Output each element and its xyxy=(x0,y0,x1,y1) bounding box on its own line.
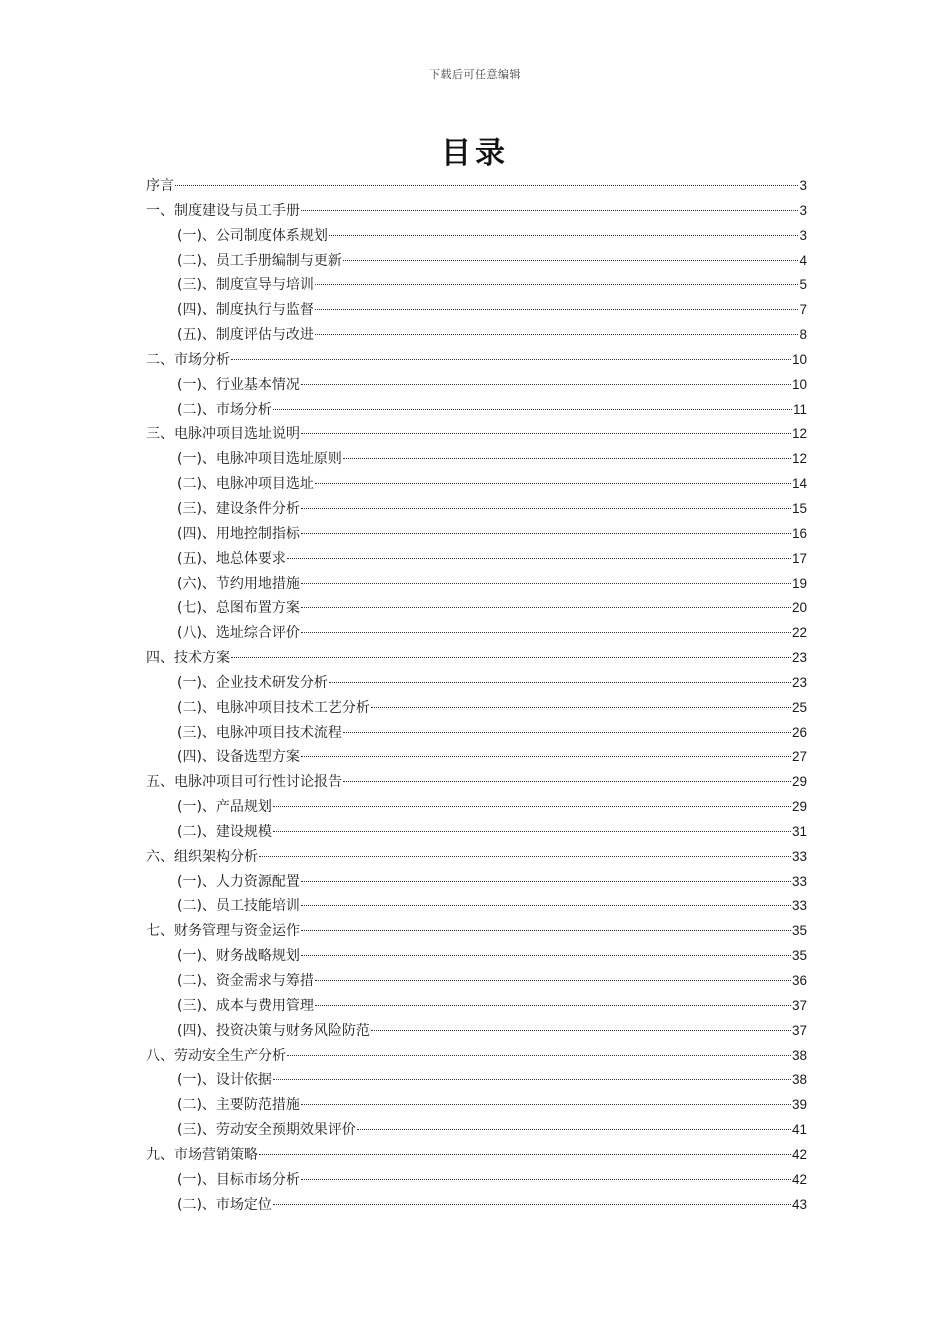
toc-entry-page-number: 33 xyxy=(791,848,807,864)
toc-section-entry[interactable] xyxy=(146,522,807,547)
toc-entry-label: (三)、建设条件分析 xyxy=(177,500,300,517)
toc-section-entry[interactable] xyxy=(146,1118,807,1143)
toc-section-entry[interactable] xyxy=(146,820,807,845)
toc-entry-page-number: 22 xyxy=(791,625,807,641)
toc-section-entry[interactable] xyxy=(146,1168,807,1193)
toc-entry-label: (二)、员工手册编制与更新 xyxy=(177,252,342,269)
toc-entry-page-number: 3 xyxy=(799,178,807,193)
toc-section-entry[interactable] xyxy=(146,745,807,770)
toc-entry-page-number: 11 xyxy=(792,401,807,417)
toc-entry-label: (四)、设备选型方案 xyxy=(177,749,300,766)
toc-dot-leader xyxy=(357,1129,791,1130)
toc-entry-label: 序言 xyxy=(146,178,174,194)
toc-entry-page-number: 25 xyxy=(791,699,807,715)
table-of-contents xyxy=(146,174,807,1217)
toc-entry-label: (一)、产品规划 xyxy=(177,799,272,816)
page-header-note: 下载后可任意编辑 xyxy=(429,68,521,81)
toc-entry-label: (四)、制度执行与监督 xyxy=(177,302,314,319)
toc-dot-leader xyxy=(231,657,791,658)
toc-dot-leader xyxy=(343,781,791,782)
toc-entry-page-number: 41 xyxy=(791,1122,807,1138)
toc-entry-label: 二、市场分析 xyxy=(146,351,230,368)
toc-dot-leader xyxy=(301,533,791,534)
toc-section-entry[interactable] xyxy=(146,596,807,621)
toc-section-entry[interactable] xyxy=(146,497,807,522)
toc-entry-label: (二)、市场定位 xyxy=(177,1196,272,1213)
toc-entry-label: (二)、建设规模 xyxy=(177,823,272,840)
toc-dot-leader xyxy=(259,1154,791,1155)
toc-entry-page-number: 39 xyxy=(791,1097,807,1113)
toc-section-entry[interactable] xyxy=(146,1093,807,1118)
toc-entry-label: (三)、电脉冲项目技术流程 xyxy=(177,724,342,741)
toc-entry-page-number: 43 xyxy=(791,1196,807,1212)
toc-dot-leader xyxy=(301,955,791,956)
toc-dot-leader xyxy=(231,359,791,360)
toc-dot-leader xyxy=(175,185,798,186)
toc-dot-leader xyxy=(301,1104,791,1105)
toc-dot-leader xyxy=(371,707,791,708)
toc-chapter-entry[interactable] xyxy=(146,845,807,870)
toc-dot-leader xyxy=(301,583,791,584)
toc-entry-page-number: 14 xyxy=(791,476,807,492)
toc-section-entry[interactable] xyxy=(146,447,807,472)
toc-dot-leader xyxy=(301,1179,791,1180)
toc-entry-label: 七、财务管理与资金运作 xyxy=(146,923,300,940)
toc-entry-label: (三)、制度宣导与培训 xyxy=(177,277,314,294)
toc-section-entry[interactable] xyxy=(146,621,807,646)
toc-section-entry[interactable] xyxy=(146,547,807,572)
toc-section-entry[interactable] xyxy=(146,1019,807,1044)
toc-dot-leader xyxy=(287,558,791,559)
toc-section-entry[interactable] xyxy=(146,696,807,721)
toc-dot-leader xyxy=(259,856,791,857)
toc-section-entry[interactable] xyxy=(146,249,807,274)
toc-entry-page-number: 20 xyxy=(791,600,807,616)
toc-dot-leader xyxy=(315,284,799,285)
toc-entry-page-number: 12 xyxy=(791,451,807,467)
toc-dot-leader xyxy=(301,632,791,633)
toc-entry-page-number: 35 xyxy=(791,948,807,964)
toc-entry-page-number: 10 xyxy=(791,376,807,392)
toc-dot-leader xyxy=(315,309,799,310)
toc-entry-page-number: 7 xyxy=(799,302,807,318)
toc-entry-label: 四、技术方案 xyxy=(146,650,230,667)
toc-entry-page-number: 4 xyxy=(799,252,807,268)
toc-section-entry[interactable] xyxy=(146,1068,807,1093)
toc-entry-page-number: 31 xyxy=(791,823,807,839)
toc-entry-label: (二)、电脉冲项目选址 xyxy=(177,476,314,493)
toc-entry-label: (四)、投资决策与财务风险防范 xyxy=(177,1022,370,1039)
toc-entry-label: (六)、节约用地措施 xyxy=(177,575,300,592)
toc-entry-page-number: 36 xyxy=(791,973,807,988)
toc-dot-leader xyxy=(329,682,791,683)
toc-chapter-entry[interactable] xyxy=(146,199,807,224)
toc-entry-page-number: 38 xyxy=(791,1047,807,1063)
toc-entry-label: 三、电脉冲项目选址说明 xyxy=(146,426,300,443)
toc-entry-label: (一)、公司制度体系规划 xyxy=(177,227,328,244)
toc-entry-label: (八)、选址综合评价 xyxy=(177,625,300,642)
toc-chapter-entry[interactable] xyxy=(146,348,807,373)
toc-entry-label: 一、制度建设与员工手册 xyxy=(146,202,300,219)
toc-entry-label: (一)、目标市场分析 xyxy=(177,1171,300,1188)
toc-dot-leader xyxy=(329,235,799,236)
toc-dot-leader xyxy=(315,483,791,484)
toc-entry-label: (二)、主要防范措施 xyxy=(177,1097,300,1114)
toc-dot-leader xyxy=(315,980,791,981)
toc-entry-page-number: 42 xyxy=(791,1171,807,1187)
toc-dot-leader xyxy=(315,334,799,335)
toc-entry-label: (一)、财务战略规划 xyxy=(177,948,300,965)
toc-section-entry[interactable] xyxy=(146,1193,807,1218)
toc-dot-leader xyxy=(301,756,791,757)
toc-section-entry[interactable] xyxy=(146,273,807,298)
toc-entry-label: (一)、电脉冲项目选址原则 xyxy=(177,451,342,468)
toc-dot-leader xyxy=(301,607,791,608)
toc-dot-leader xyxy=(273,831,791,832)
toc-entry-label: 九、市场营销策略 xyxy=(146,1146,258,1163)
toc-section-entry[interactable] xyxy=(146,994,807,1019)
toc-dot-leader xyxy=(301,881,791,882)
toc-section-entry[interactable] xyxy=(146,944,807,969)
toc-section-entry[interactable] xyxy=(146,572,807,597)
toc-entry-page-number: 38 xyxy=(791,1072,807,1088)
toc-entry-label: (一)、设计依据 xyxy=(177,1072,272,1089)
toc-section-entry[interactable] xyxy=(146,870,807,895)
toc-chapter-entry[interactable] xyxy=(146,919,807,944)
toc-entry-label: (七)、总图布置方案 xyxy=(177,600,300,617)
toc-section-entry[interactable] xyxy=(146,398,807,423)
toc-title: 目录 xyxy=(441,136,509,171)
toc-dot-leader xyxy=(301,384,791,385)
toc-entry-page-number: 35 xyxy=(791,923,807,939)
toc-section-entry[interactable] xyxy=(146,472,807,497)
toc-entry-page-number: 5 xyxy=(799,277,807,293)
toc-entry-page-number: 29 xyxy=(791,799,807,815)
toc-entry-label: (二)、市场分析 xyxy=(177,401,272,418)
toc-entry-label: 八、劳动安全生产分析 xyxy=(146,1047,286,1064)
toc-entry-page-number: 27 xyxy=(791,749,807,765)
toc-dot-leader xyxy=(273,1079,791,1080)
toc-section-entry[interactable] xyxy=(146,721,807,746)
toc-entry-page-number: 37 xyxy=(791,1022,807,1038)
toc-dot-leader xyxy=(343,260,799,261)
toc-entry-label: (五)、制度评估与改进 xyxy=(177,327,314,344)
toc-dot-leader xyxy=(315,1005,791,1006)
toc-entry-page-number: 33 xyxy=(791,873,807,889)
toc-entry-label: (一)、企业技术研发分析 xyxy=(177,674,328,691)
toc-entry-page-number: 42 xyxy=(791,1146,807,1162)
toc-section-entry[interactable] xyxy=(146,795,807,820)
toc-entry-label: (四)、用地控制指标 xyxy=(177,525,300,542)
toc-entry-page-number: 23 xyxy=(791,674,807,690)
toc-chapter-entry[interactable] xyxy=(146,770,807,795)
toc-entry-label: 五、电脉冲项目可行性讨论报告 xyxy=(146,774,342,791)
toc-section-entry[interactable] xyxy=(146,671,807,696)
toc-dot-leader xyxy=(343,732,791,733)
toc-dot-leader xyxy=(301,930,791,931)
toc-dot-leader xyxy=(273,806,791,807)
toc-entry-label: 六、组织架构分析 xyxy=(146,848,258,865)
toc-entry-label: (三)、成本与费用管理 xyxy=(177,997,314,1014)
toc-entry-page-number: 19 xyxy=(791,575,807,591)
toc-entry-label: (二)、资金需求与筹措 xyxy=(177,973,314,989)
toc-section-entry[interactable] xyxy=(146,894,807,919)
toc-entry-label: (一)、人力资源配置 xyxy=(177,873,300,890)
toc-dot-leader xyxy=(301,210,798,211)
toc-entry-page-number: 33 xyxy=(791,898,807,914)
toc-dot-leader xyxy=(343,458,791,459)
toc-entry-label: (五)、地总体要求 xyxy=(177,550,286,567)
toc-chapter-entry[interactable] xyxy=(146,174,807,199)
toc-entry-page-number: 23 xyxy=(791,650,807,666)
toc-entry-page-number: 3 xyxy=(799,202,807,218)
toc-entry-label: (三)、劳动安全预期效果评价 xyxy=(177,1122,356,1139)
toc-dot-leader xyxy=(273,1204,791,1205)
toc-entry-page-number: 17 xyxy=(791,550,807,566)
toc-entry-page-number: 26 xyxy=(791,724,807,740)
toc-section-entry[interactable] xyxy=(146,323,807,348)
toc-chapter-entry[interactable] xyxy=(146,1143,807,1168)
toc-entry-label: (一)、行业基本情况 xyxy=(177,376,300,393)
toc-chapter-entry[interactable] xyxy=(146,646,807,671)
toc-section-entry[interactable] xyxy=(146,298,807,323)
toc-dot-leader xyxy=(273,409,792,410)
toc-entry-page-number: 37 xyxy=(791,997,807,1013)
toc-section-entry[interactable] xyxy=(146,373,807,398)
toc-entry-page-number: 16 xyxy=(791,525,807,541)
toc-chapter-entry[interactable] xyxy=(146,1044,807,1069)
toc-chapter-entry[interactable] xyxy=(146,422,807,447)
toc-dot-leader xyxy=(301,508,791,509)
toc-entry-page-number: 12 xyxy=(791,426,807,442)
toc-dot-leader xyxy=(301,433,791,434)
toc-entry-page-number: 3 xyxy=(799,227,807,243)
toc-entry-label: (二)、员工技能培训 xyxy=(177,898,300,915)
toc-entry-page-number: 15 xyxy=(791,500,807,516)
toc-entry-page-number: 8 xyxy=(799,327,807,343)
toc-dot-leader xyxy=(301,905,791,906)
toc-entry-page-number: 10 xyxy=(791,351,807,367)
toc-entry-page-number: 29 xyxy=(791,774,807,790)
toc-dot-leader xyxy=(287,1055,791,1056)
toc-dot-leader xyxy=(371,1030,791,1031)
toc-section-entry[interactable] xyxy=(146,969,807,994)
toc-entry-label: (二)、电脉冲项目技术工艺分析 xyxy=(177,699,370,716)
toc-section-entry[interactable] xyxy=(146,224,807,249)
